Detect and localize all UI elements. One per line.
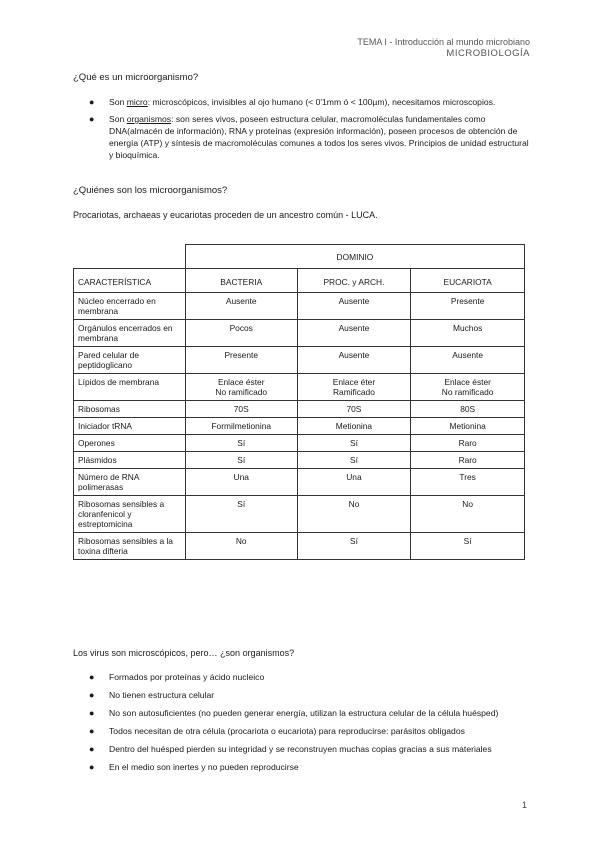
list-item <box>73 671 533 683</box>
table-cell: Ausente <box>297 293 411 320</box>
table-cell: Ausente <box>297 320 411 347</box>
bullet-icon: ● <box>89 97 95 107</box>
row-label: Pared celular de peptidoglicano <box>74 347 186 374</box>
list-item <box>73 96 533 108</box>
table-cell: Metionina <box>411 418 525 435</box>
table-cell: Sí <box>185 435 297 452</box>
table-row <box>74 401 525 418</box>
list-item <box>73 725 533 737</box>
item-text: No tienen estructura celular <box>109 690 215 700</box>
row-label: Núcleo encerrado en membrana <box>74 293 186 320</box>
domain-header: DOMINIO <box>185 245 524 269</box>
table-row <box>74 347 525 374</box>
table-cell: Sí <box>297 533 411 560</box>
table-cell: Muchos <box>411 320 525 347</box>
list-item <box>73 761 533 773</box>
bullet-icon: ● <box>89 672 95 682</box>
item-text: : son seres vivos, poseen estructura celular, macromoléculas fundamentales como DNA(almacén de información), RNA y proteínas (expresión información), poseen procesos de obtención de energía (ATP) y síntesis de macromoléculas comunes a todos los seres vivos. Principios de unidad estructural y bioquímica. <box>109 114 529 160</box>
bullet-icon: ● <box>89 690 95 700</box>
table-cell: Raro <box>411 452 525 469</box>
bullet-icon: ● <box>89 708 95 718</box>
section-title-who: ¿Quiénes son los microorganismos? <box>73 185 228 196</box>
table-cell: Sí <box>411 533 525 560</box>
domain-comparison-table <box>73 244 525 560</box>
table-row <box>74 469 525 496</box>
section-intro: Procariotas, archaeas y eucariotas proceden de un ancestro común - LUCA. <box>73 210 378 220</box>
column-header: EUCARIOTA <box>411 269 525 293</box>
row-label: Ribosomas <box>74 401 186 418</box>
table-cell: Sí <box>297 452 411 469</box>
item-text: Formados por proteínas y ácido nucleico <box>109 672 265 682</box>
item-term: micro <box>126 97 148 107</box>
page-number: 1 <box>521 800 527 810</box>
table-row <box>74 452 525 469</box>
table-row <box>74 418 525 435</box>
table-cell: 70S <box>297 401 411 418</box>
row-label: Ribosomas sensibles a la toxina difteria <box>74 533 186 560</box>
page-header <box>357 36 530 60</box>
section-title-virus: Los virus son microscópicos, pero… ¿son organismos? <box>73 648 295 658</box>
bullet-icon: ● <box>89 726 95 736</box>
table-cell: Presente <box>185 347 297 374</box>
column-header: BACTERIA <box>185 269 297 293</box>
item-text: Todos necesitan de otra célula (procariota o eucariota) para reproducirse: parásitos obligados <box>109 726 465 736</box>
table-cell: Enlace éster No ramificado <box>411 374 525 401</box>
table-cell: Sí <box>297 435 411 452</box>
table-cell: Metionina <box>297 418 411 435</box>
row-label: Número de RNA polimerasas <box>74 469 186 496</box>
item-prefix: Son <box>109 97 127 107</box>
list-item <box>73 743 533 755</box>
table-cell: Enlace éster No ramificado <box>185 374 297 401</box>
row-label: Plásmidos <box>74 452 186 469</box>
header-subject: MICROBIOLOGÍA <box>446 48 530 59</box>
row-label: Operones <box>74 435 186 452</box>
item-text: Dentro del huésped pierden su integridad y se reconstruyen muchas copias gracias a sus materiales <box>109 744 492 754</box>
table-cell: Enlace éter Ramificado <box>297 374 411 401</box>
header-topic: TEMA I - Introducción al mundo microbiano <box>357 37 530 47</box>
list-item <box>73 707 533 719</box>
table-cell: 70S <box>185 401 297 418</box>
bullet-icon: ● <box>89 762 95 772</box>
item-term: organismos <box>126 114 172 124</box>
definition-list <box>73 96 533 166</box>
table-cell: Raro <box>411 435 525 452</box>
item-text: : microscópicos, invisibles al ojo humano (< 0'1mm ó < 100µm), necesitamos microscopios. <box>147 97 496 107</box>
table-row <box>74 374 525 401</box>
table-body <box>74 293 525 560</box>
table-cell: Una <box>297 469 411 496</box>
table-cell: Una <box>185 469 297 496</box>
column-header: PROC. y ARCH. <box>297 269 411 293</box>
item-prefix: Son <box>109 114 127 124</box>
table-corner <box>74 245 186 269</box>
table-cell: Pocos <box>185 320 297 347</box>
virus-list <box>73 671 533 779</box>
item-text: No son autosuficientes (no pueden generar energía, utilizan la estructura celular de la célula huésped) <box>109 708 499 718</box>
column-header: CARACTERÍSTICA <box>74 269 186 293</box>
table-row <box>74 533 525 560</box>
table-cell: Sí <box>185 496 297 533</box>
table-cell: Ausente <box>297 347 411 374</box>
table-row <box>74 320 525 347</box>
table-header-row <box>74 269 525 293</box>
table-cell: No <box>411 496 525 533</box>
section-title-microorganism: ¿Qué es un microorganismo? <box>73 72 199 83</box>
row-label: Orgánulos encerrados en membrana <box>74 320 186 347</box>
table-cell: Presente <box>411 293 525 320</box>
table-row <box>74 496 525 533</box>
row-label: Ribosomas sensibles a cloranfenicol y estreptomicina <box>74 496 186 533</box>
table-cell: No <box>297 496 411 533</box>
list-item <box>73 689 533 701</box>
table-cell: No <box>185 533 297 560</box>
row-label: Lípidos de membrana <box>74 374 186 401</box>
list-item <box>73 113 533 161</box>
table-cell: Ausente <box>411 347 525 374</box>
item-text: En el medio son inertes y no pueden reproducirse <box>109 762 299 772</box>
row-label: Iniciador tRNA <box>74 418 186 435</box>
table-cell: Formilmetionina <box>185 418 297 435</box>
table-row <box>74 293 525 320</box>
table-cell: Tres <box>411 469 525 496</box>
bullet-icon: ● <box>89 744 95 754</box>
table-cell: Ausente <box>185 293 297 320</box>
table-row <box>74 435 525 452</box>
table-cell: 80S <box>411 401 525 418</box>
bullet-icon: ● <box>89 114 95 124</box>
table-cell: Sí <box>185 452 297 469</box>
